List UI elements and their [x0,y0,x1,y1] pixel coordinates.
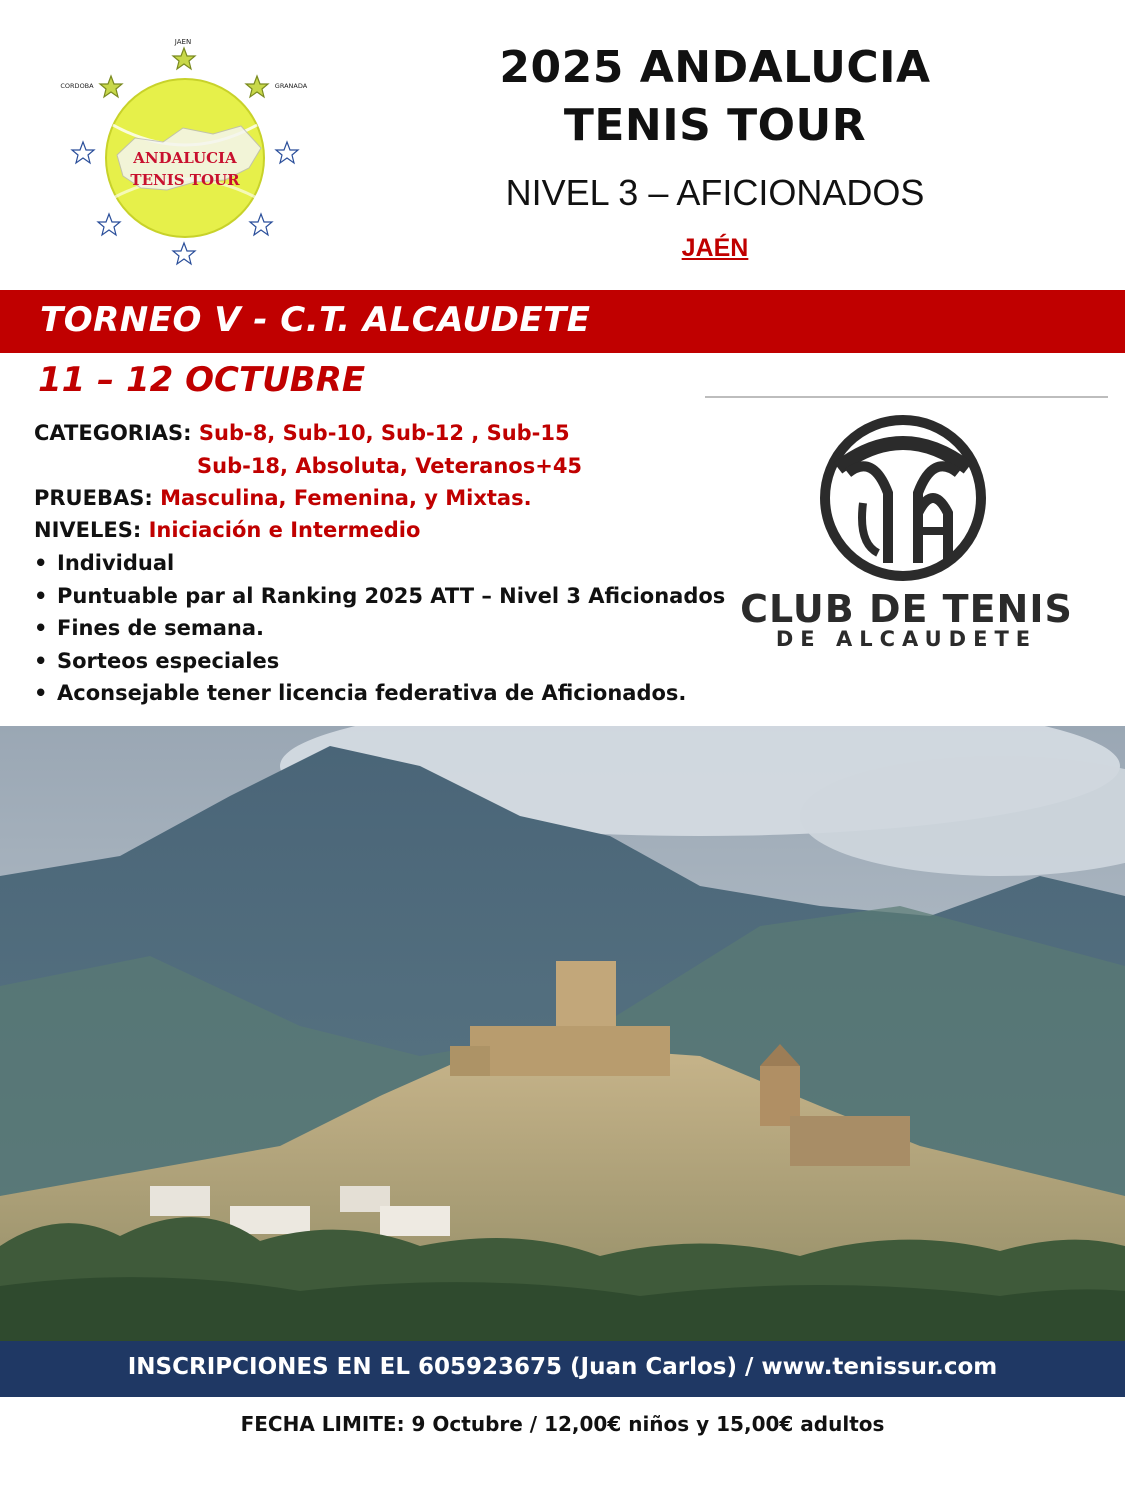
bullet-text: Fines de semana. [57,616,265,640]
feature-list [34,550,725,713]
logo-star-label-jaen: JAEN [174,38,192,46]
tournament-dates: 11 – 12 OCTUBRE [38,360,366,400]
pruebas-label: PRUEBAS: [34,486,153,510]
logo-text-line2: TENIS TOUR [130,171,240,189]
logo-star-label-cordoba: CORDOBA [60,82,94,90]
list-item: • Puntuable par al Ranking 2025 ATT – Nivel 3 Aficionados [34,583,726,608]
subtitle: NIVEL 3 – AFICIONADOS [505,172,925,213]
list-item: • Sorteos especiales [34,648,280,673]
deadline-info: FECHA LIMITE: 9 Octubre / 12,00€ niños y 15,00€ adultos [240,1412,885,1436]
alcaudete-castle-photo [0,726,1125,1341]
registration-bar [0,1341,1125,1397]
categorias-row [34,421,570,445]
divider-line [705,396,1108,398]
niveles-row [34,518,420,542]
bullet-text: Puntuable par al Ranking 2025 ATT – Nivel 3 Aficionados [57,583,726,608]
pruebas-value: Masculina, Femenina, y Mixtas. [160,486,532,510]
categorias-value: Sub-8, Sub-10, Sub-12 , Sub-15 [198,421,570,445]
bullet-text: Sorteos especiales [57,648,280,673]
niveles-value: Iniciación e Intermedio [148,518,421,542]
tournament-banner [0,290,1125,353]
logo-star-label-granada: GRANADA [274,82,308,90]
categorias-label: CATEGORIAS: [34,421,192,445]
categorias-value-2: Sub-18, Absoluta, Veteranos+45 [197,454,583,478]
club-subname: DE ALCAUDETE [775,627,1038,651]
andalucia-tenis-tour-logo [55,30,315,275]
region-label: JAÉN [681,234,749,262]
list-item: • Aconsejable tener licencia federativa de Aficionados. [34,681,687,705]
club-emblem-icon [818,413,988,583]
niveles-label: NIVELES: [34,518,142,542]
list-item: • Individual [34,551,175,575]
tournament-name: TORNEO V - C.T. ALCAUDETE [40,300,591,340]
title-line-2: TENIS TOUR [563,100,867,151]
list-item: • Fines de semana. [34,616,265,640]
bullet-text: Aconsejable tener licencia federativa de Aficionados. [57,681,687,705]
pruebas-row [34,486,532,510]
categorias-row-2 [197,454,582,478]
title-line-1: 2025 ANDALUCIA [499,42,931,93]
bullet-text: Individual [57,551,175,575]
registration-info: INSCRIPCIONES EN EL 605923675 (Juan Carlos) / www.tenissur.com [127,1354,998,1380]
club-name: CLUB DE TENIS [740,587,1073,631]
logo-text-line1: ANDALUCIA [133,149,237,167]
